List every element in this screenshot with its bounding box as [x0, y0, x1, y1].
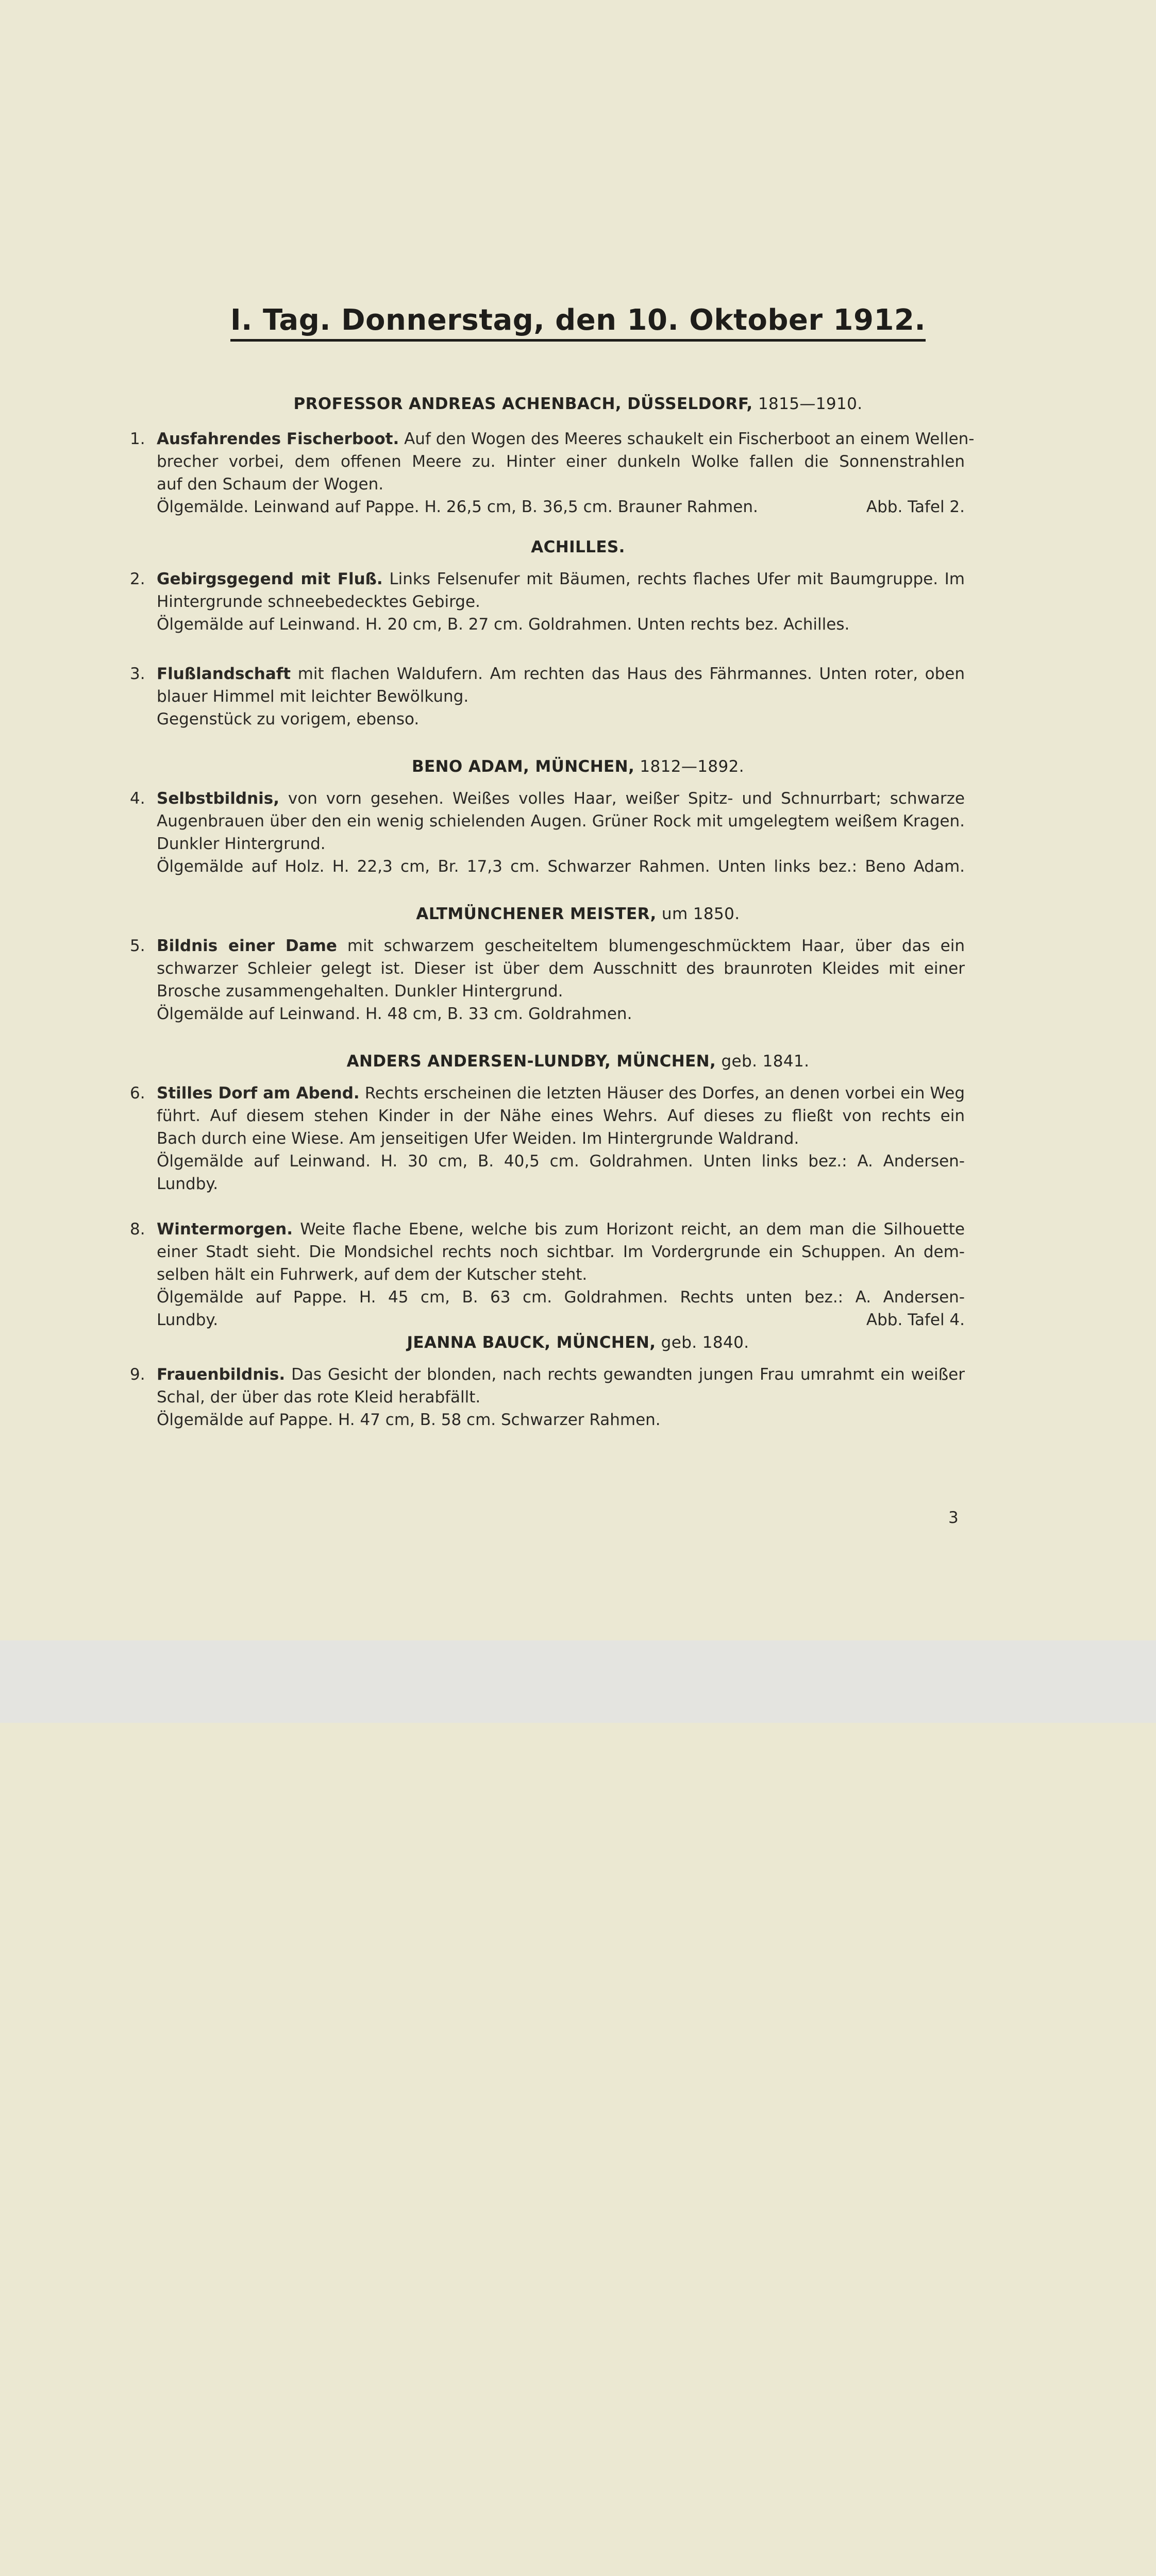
entry-info: Ölgemälde auf Holz. H. 22,3 cm, Br. 17,3 cm. Schwarzer Rahmen. Unten links bez.: Beno Adam.	[157, 857, 965, 876]
entry-title: Flußlandschaft	[157, 665, 291, 683]
entry-text: auf den Schaum der Wogen.	[157, 475, 384, 494]
entry-number: 2.	[130, 570, 145, 588]
artist-dates: um 1850.	[661, 905, 740, 923]
entry-info: Gegenstück zu vorigem, ebenso.	[157, 710, 420, 728]
entry-info: Ölgemälde auf Leinwand. H. 20 cm, B. 27 cm. Goldrahmen. Unten rechts bez. Achilles.	[157, 615, 850, 634]
entry-text: einer Stadt sieht. Die Mondsichel rechts noch sichtbar. Im Vordergrunde ein Schuppen. An dem-	[157, 1243, 965, 1261]
artist-heading	[0, 903, 1156, 925]
entry-text: Rechts erscheinen die letzten Häuser des Dorfes, an denen vorbei ein Weg	[364, 1084, 965, 1103]
entry-info: Ölgemälde. Leinwand auf Pappe. H. 26,5 cm, B. 36,5 cm. Brauner Rahmen.	[157, 498, 758, 516]
artist-name: ACHILLES.	[531, 538, 625, 556]
entry-number: 5.	[130, 937, 145, 955]
entry-text: brecher vorbei, dem offenen Meere zu. Hinter einer dunkeln Wolke fallen die Sonnenstrahlen	[157, 452, 965, 471]
page-number: 3	[948, 1509, 959, 1527]
artist-dates: geb. 1841.	[721, 1052, 810, 1071]
entry-number: 4.	[130, 789, 145, 808]
entry-text: führt. Auf diesem stehen Kinder in der Nähe eines Wehrs. Auf dieses zu fließt von rechts ein	[157, 1107, 965, 1125]
artist-dates: 1812—1892.	[640, 757, 745, 776]
entry-title: Gebirgsgegend mit Fluß.	[157, 570, 383, 588]
plate-reference: Abb. Tafel 2.	[866, 498, 965, 516]
entry-title: Selbstbildnis,	[157, 789, 279, 808]
artist-name: ALTMÜNCHENER MEISTER,	[416, 905, 657, 923]
entry-title: Stilles Dorf am Abend.	[157, 1084, 360, 1103]
entry-text: Ölgemälde auf Leinwand. H. 30 cm, B. 40,5 cm. Goldrahmen. Unten links bez.: A. Andersen-	[157, 1152, 965, 1171]
artist-name: JEANNA BAUCK, MÜNCHEN,	[407, 1333, 656, 1352]
entry-text: Ölgemälde auf Pappe. H. 45 cm, B. 63 cm. Goldrahmen. Rechts unten bez.: A. Andersen-	[157, 1288, 965, 1307]
entry-text: Brosche zusammengehalten. Dunkler Hintergrund.	[157, 982, 563, 1001]
entry-text: Das Gesicht der blonden, nach rechts gewandten jungen Frau umrahmt ein weißer	[291, 1365, 965, 1384]
entry-text: Weite flache Ebene, welche bis zum Horizont reicht, an dem man die Silhouette	[300, 1220, 965, 1239]
artist-name: BENO ADAM, MÜNCHEN,	[411, 757, 635, 776]
day-heading-text: I. Tag. Donnerstag, den 10. Oktober 1912.	[230, 303, 926, 342]
artist-heading	[0, 1331, 1156, 1354]
entry-text: Dunkler Hintergrund.	[157, 835, 326, 853]
entry-title: Wintermorgen.	[157, 1220, 293, 1239]
entry-text: Bach durch eine Wiese. Am jenseitigen Ufer Weiden. Im Hintergrunde Waldrand.	[157, 1129, 799, 1148]
entry-text: Schal, der über das rote Kleid herabfällt.	[157, 1388, 481, 1406]
artist-heading	[0, 755, 1156, 778]
entry-number: 3.	[130, 665, 145, 683]
entry-text: Augenbrauen über den ein wenig schielenden Augen. Grüner Rock mit umgelegtem weißem Kragen.	[157, 812, 965, 831]
artist-heading	[0, 1050, 1156, 1073]
artist-heading	[0, 393, 1156, 415]
entry-info: Ölgemälde auf Pappe. H. 47 cm, B. 58 cm. Schwarzer Rahmen.	[157, 1411, 661, 1429]
entry-info: Lundby.	[157, 1175, 219, 1193]
artist-name: PROFESSOR ANDREAS ACHENBACH, DÜSSELDORF,	[293, 395, 753, 413]
digitization-footer	[0, 1640, 1156, 1723]
entry-number: 9.	[130, 1365, 145, 1384]
day-heading	[0, 303, 1156, 342]
entry-text: mit schwarzem gescheiteltem blumengeschmücktem Haar, über das ein	[347, 937, 965, 955]
entry-text: Hintergrunde schneebedecktes Gebirge.	[157, 592, 480, 611]
entry-text: blauer Himmel mit leichter Bewölkung.	[157, 687, 469, 706]
entry-number: 6.	[130, 1084, 145, 1103]
entry-title: Ausfahrendes Fischerboot.	[157, 430, 399, 448]
entry-number: 1.	[130, 430, 145, 448]
entry-title: Bildnis einer Dame	[157, 937, 337, 955]
artist-heading	[0, 536, 1156, 558]
entry-info: Lundby.	[157, 1311, 219, 1329]
entry-info: Ölgemälde auf Leinwand. H. 48 cm, B. 33 cm. Goldrahmen.	[157, 1005, 632, 1023]
entry-title: Frauenbildnis.	[157, 1365, 286, 1384]
entry-text: von vorn gesehen. Weißes volles Haar, weißer Spitz- und Schnurrbart; schwarze	[288, 789, 965, 808]
plate-reference: Abb. Tafel 4.	[866, 1311, 965, 1329]
entry-number: 8.	[130, 1220, 145, 1239]
artist-dates: 1815—1910.	[758, 395, 863, 413]
artist-name: ANDERS ANDERSEN-LUNDBY, MÜNCHEN,	[346, 1052, 716, 1071]
entry-text: mit flachen Waldufern. Am rechten das Haus des Fährmannes. Unten roter, oben	[297, 665, 965, 683]
entry-text: selben hält ein Fuhrwerk, auf dem der Kutscher steht.	[157, 1265, 588, 1284]
entry-text: Links Felsenufer mit Bäumen, rechts flaches Ufer mit Baumgruppe. Im	[389, 570, 965, 588]
entry-text: Auf den Wogen des Meeres schaukelt ein Fischerboot an einem Wellen-	[404, 430, 975, 448]
entry-text: schwarzer Schleier gelegt ist. Dieser ist über dem Ausschnitt des braunroten Kleides mit einer	[157, 959, 965, 978]
artist-dates: geb. 1840.	[661, 1333, 749, 1352]
